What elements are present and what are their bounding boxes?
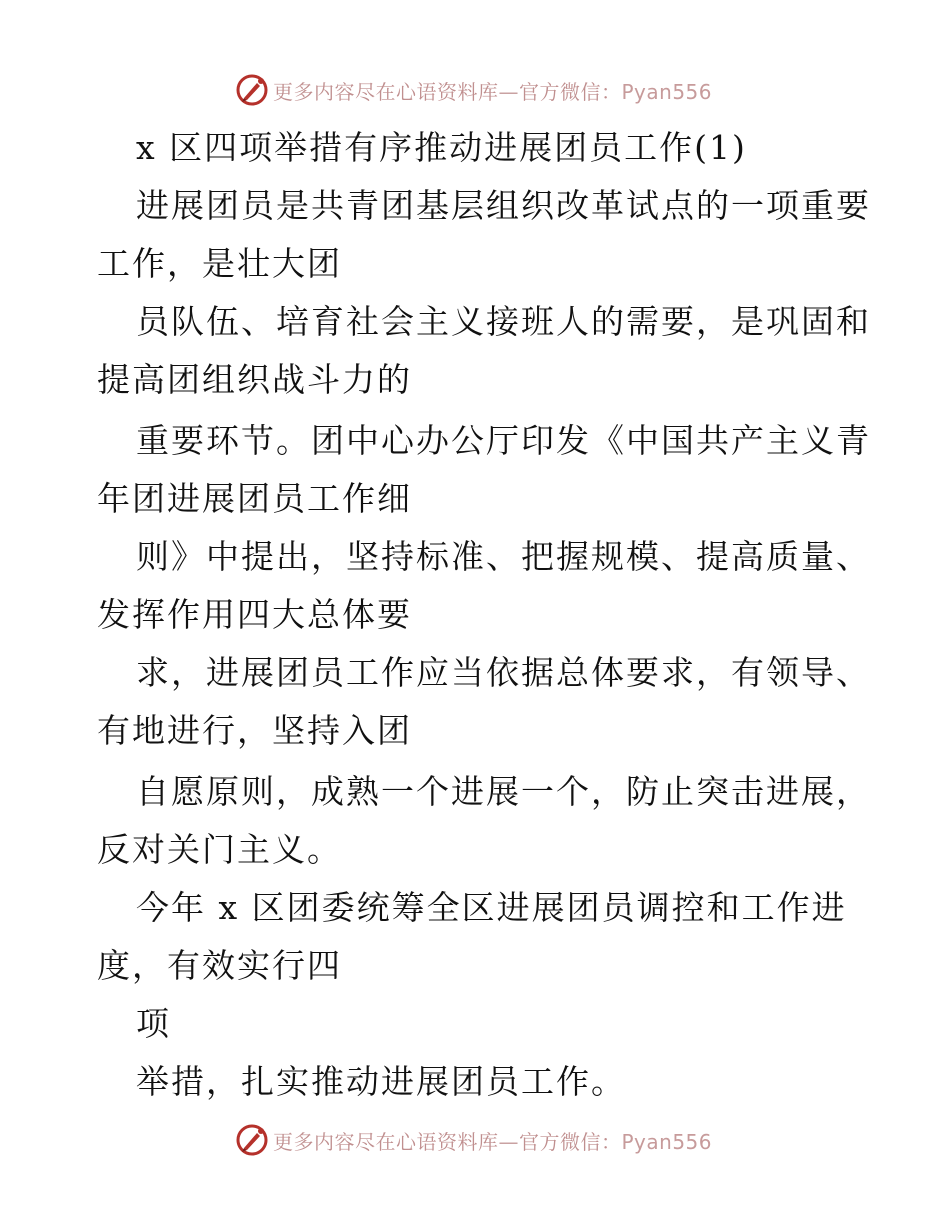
body-line: 反对关门主义。 (97, 830, 342, 869)
body-line: 有地进行，坚持入团 (97, 711, 412, 750)
watermark-official: 官方微信： (519, 1129, 622, 1154)
watermark-dash: — (498, 1129, 519, 1154)
body-line: 则》中提出，坚持标准、把握规模、提高质量、 (136, 537, 871, 576)
body-line: 度，有效实行四 (97, 946, 342, 985)
watermark-official: 官方微信： (519, 79, 622, 104)
body-line: 自愿原则，成熟一个进展一个，防止突击进展， (136, 772, 871, 811)
watermark-brand: 更多内容尽在心语资料库 (273, 79, 499, 104)
body-line: 工作，是壮大团 (97, 244, 342, 283)
body-line: 进展团员是共青团基层组织改革试点的一项重要 (136, 186, 871, 225)
body-line: 年团进展团员工作细 (97, 479, 412, 518)
watermark-brand: 更多内容尽在心语资料库 (273, 1129, 499, 1154)
body-line: 重要环节。团中心办公厅印发《中国共产主义青 (136, 421, 871, 460)
body-line: 发挥作用四大总体要 (97, 595, 412, 634)
watermark-footer (235, 1122, 712, 1158)
pen-logo-icon (235, 73, 269, 107)
body-line: 求，进展团员工作应当依据总体要求，有领导、 (136, 653, 871, 692)
watermark-text (273, 76, 712, 105)
watermark-header (235, 72, 712, 108)
body-line: 提高团组织战斗力的 (97, 360, 412, 399)
watermark-dash: — (498, 79, 519, 104)
watermark-wechat-id: Pyan556 (621, 1129, 713, 1154)
body-line: 员队伍、培育社会主义接班人的需要，是巩固和 (136, 302, 871, 341)
watermark-text (273, 1126, 712, 1155)
document-title: x 区四项举措有序推动进展团员工作(1) (136, 128, 747, 167)
watermark-wechat-id: Pyan556 (621, 79, 713, 104)
body-line: 今年 x 区团委统筹全区进展团员调控和工作进 (136, 888, 847, 927)
body-line: 项 (136, 1004, 171, 1043)
pen-logo-icon (235, 1123, 269, 1157)
body-line: 举措，扎实推动进展团员工作。 (136, 1062, 626, 1101)
